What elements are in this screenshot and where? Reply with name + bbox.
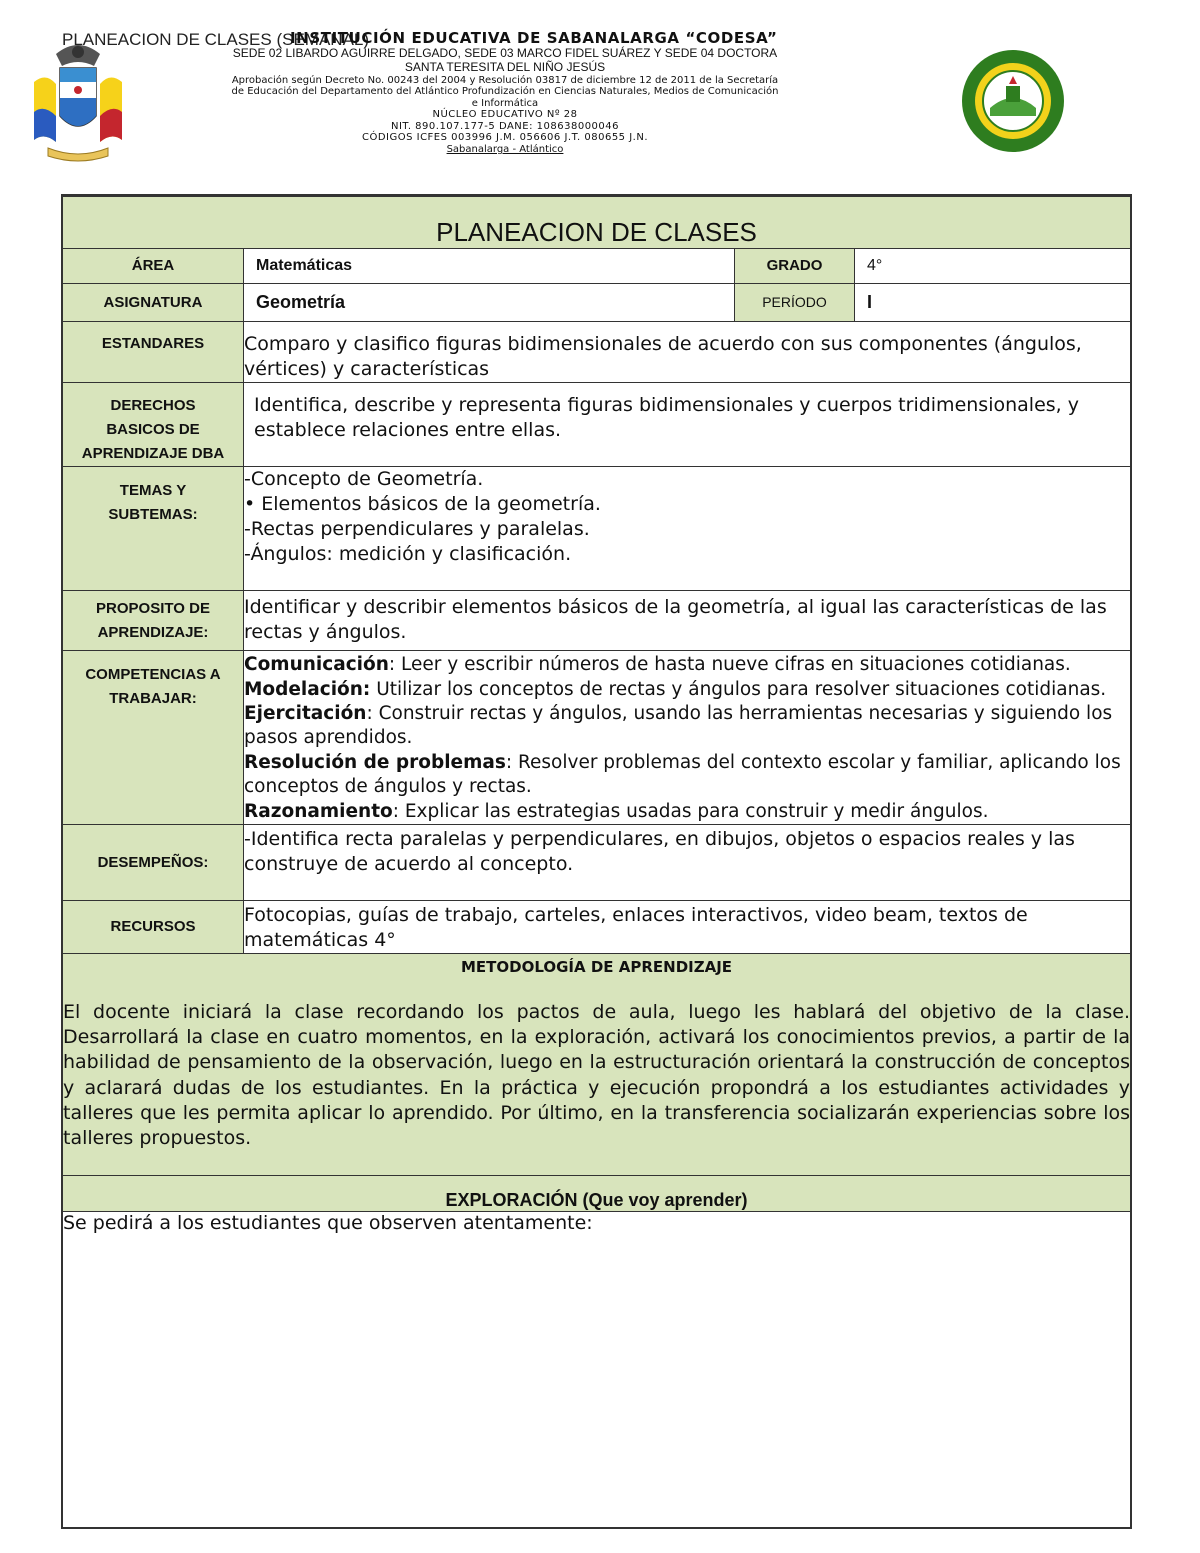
exploracion-row	[63, 1212, 1131, 1528]
competencias-label-line-2: TRABAJAR:	[109, 690, 197, 708]
institution-seal-icon	[960, 48, 1066, 154]
desempenos-value: -Identifica recta paralelas y perpendiculares, en dibujos, objetos o espacios reales y las construye de acuerdo al concepto.	[244, 825, 1131, 901]
proposito-value: Identificar y describir elementos básicos de la geometría, al igual las características de las rectas y ángulos.	[244, 591, 1131, 651]
competencias-label	[63, 651, 244, 825]
approval-line-1: Aprobación según Decreto No. 00243 del 2004 y Resolución 03817 de diciembre 12 de 2011 de la Secretaría	[231, 74, 779, 86]
estandares-label: ESTANDARES	[63, 322, 244, 383]
dba-row	[63, 383, 1131, 467]
lesson-plan-table	[62, 196, 1131, 1528]
exploracion-label: EXPLORACIÓN (Que voy aprender)	[63, 1176, 1131, 1212]
colombia-coat-of-arms-icon	[26, 32, 130, 168]
competencias-list	[244, 651, 1131, 825]
competencia-name: Modelación:	[244, 678, 371, 700]
tema-item: -Rectas perpendiculares y paralelas.	[244, 518, 590, 541]
metodologia-value: El docente iniciará la clase recordando los pactos de aula, luego les hablará del objetivo de la clase. Desarrollará la clase en cuatro momentos, en la exploración, activará los conocimientos previos, a partir de la habilidad de pensamiento de la observación, luego en la estructuración orientará la construcción de conceptos y aclarará dudas de los estudiantes. En la práctica y ejecución propondrá a los estudiantes actividades y talleres que les permita aplicar lo aprendido. Por último, en la transferencia socializarán experiencias sobre los talleres propuestos.	[63, 1001, 1131, 1149]
sedes-line-2: SANTA TERESITA DEL NIÑO JESÚS	[404, 60, 606, 75]
area-value: Matemáticas	[244, 249, 735, 284]
institution-name: INSTITUCIÓN EDUCATIVA DE SABANALARGA “CODESA”	[290, 29, 778, 47]
tema-item: • Elementos básicos de la geometría.	[244, 493, 601, 516]
approval-line-3: e Informática	[471, 97, 539, 109]
exploracion-value: Se pedirá a los estudiantes que observen atentamente:	[63, 1212, 1131, 1528]
temas-list	[244, 467, 1131, 591]
proposito-row	[63, 591, 1131, 651]
dba-label	[63, 383, 244, 467]
competencia-item	[244, 678, 1130, 702]
metodologia-label: METODOLOGÍA DE APRENDIZAJE	[460, 958, 733, 977]
competencia-text: : Leer y escribir números de hasta nueve cifras en situaciones cotidianas.	[388, 654, 1071, 676]
periodo-value: I	[855, 284, 1131, 322]
asignatura-label: ASIGNATURA	[63, 284, 244, 322]
nucleo-line: NÚCLEO EDUCATIVO Nº 28	[432, 109, 578, 121]
dba-label-line-1: DERECHOS	[110, 396, 196, 414]
recursos-value: Fotocopias, guías de trabajo, carteles, enlaces interactivos, video beam, textos de matemáticas 4°	[244, 901, 1131, 954]
proposito-label-line-1: PROPOSITO DE	[96, 599, 210, 617]
tema-item: -Concepto de Geometría.	[244, 468, 484, 491]
grado-value: 4°	[855, 249, 1131, 284]
competencia-item	[244, 702, 1130, 751]
proposito-label	[63, 591, 244, 651]
city-line: Sabanalarga - Atlántico	[446, 143, 564, 155]
competencia-item	[244, 800, 1130, 824]
area-row	[63, 249, 1131, 284]
nit-line: NIT. 890.107.177-5 DANE: 108638000046	[390, 120, 620, 132]
plan-title: PLANEACION DE CLASES	[63, 197, 1131, 249]
approval-line-2: de Educación del Departamento del Atlántico Profundización en Ciencias Naturales, Medios de Comunicación	[231, 86, 779, 98]
temas-label	[63, 467, 244, 591]
desempenos-label: DESEMPEÑOS:	[63, 825, 244, 901]
desempenos-row	[63, 825, 1131, 901]
competencias-label-line-1: COMPETENCIAS A	[85, 666, 221, 684]
title-row	[63, 197, 1131, 249]
dba-label-line-2: BASICOS DE	[106, 420, 200, 438]
competencia-name: Resolución de problemas	[244, 751, 506, 773]
competencia-name: Razonamiento	[244, 800, 393, 822]
asignatura-row	[63, 284, 1131, 322]
dba-label-line-3: APRENDIZAJE DBA	[81, 444, 225, 462]
competencia-text: : Construir rectas y ángulos, usando las herramientas necesarias y siguiendo los pasos aprendidos.	[244, 702, 1113, 749]
institution-header	[180, 30, 830, 155]
icfes-line: CÓDIGOS ICFES 003996 J.M. 056606 J.T. 080655 J.N.	[361, 132, 649, 144]
grado-label: GRADO	[735, 249, 855, 284]
proposito-label-line-2: APRENDIZAJE:	[97, 623, 209, 641]
tema-item: -Ángulos: medición y clasificación.	[244, 543, 572, 566]
document-overlay-title: PLANEACION DE CLASES (SEMANAL)	[62, 30, 370, 49]
competencia-name: Ejercitación	[244, 702, 367, 724]
periodo-label: PERÍODO	[735, 284, 855, 322]
temas-label-line-1: TEMAS Y	[119, 482, 187, 500]
temas-row	[63, 467, 1131, 591]
competencia-item	[244, 751, 1130, 800]
recursos-label: RECURSOS	[63, 901, 244, 954]
competencia-text: Utilizar los conceptos de rectas y ángulos para resolver situaciones cotidianas.	[370, 678, 1107, 700]
metodologia-cell	[63, 954, 1131, 1176]
estandares-value: Comparo y clasifico figuras bidimensionales de acuerdo con sus componentes (ángulos, vértices) y características	[244, 322, 1131, 383]
dba-value: Identifica, describe y representa figuras bidimensionales y cuerpos tridimensionales, y establece relaciones entre ellas.	[244, 383, 1131, 467]
estandares-row	[63, 322, 1131, 383]
competencias-row	[63, 651, 1131, 825]
competencia-name: Comunicación	[244, 654, 389, 676]
competencia-text: : Resolver problemas del contexto escolar y familiar, aplicando los conceptos de ángulos y rectas.	[244, 751, 1121, 798]
recursos-row	[63, 901, 1131, 954]
area-label: ÁREA	[63, 249, 244, 284]
competencia-text: : Explicar las estrategias usadas para construir y medir ángulos.	[392, 800, 989, 822]
metodologia-row	[63, 954, 1131, 1176]
sedes-line-1: SEDE 02 LIBARDO AGUIRRE DELGADO, SEDE 03 MARCO FIDEL SUÁREZ Y SEDE 04 DOCTORA	[232, 46, 778, 61]
exploracion-header-row	[63, 1176, 1131, 1212]
temas-label-line-2: SUBTEMAS:	[108, 506, 198, 524]
asignatura-value: Geometría	[244, 284, 735, 322]
competencia-item	[244, 653, 1130, 677]
